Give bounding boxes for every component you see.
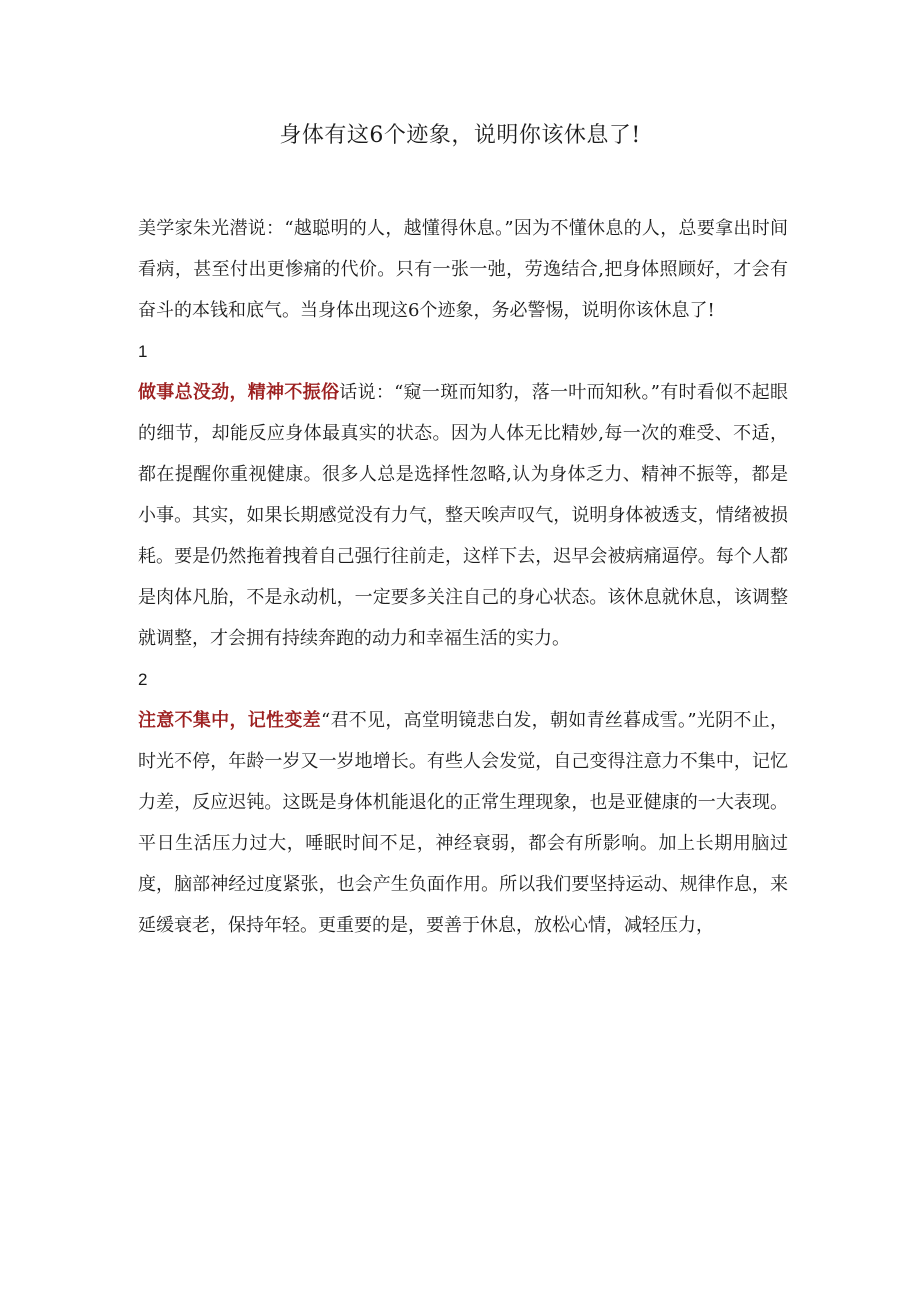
section-text: “君不见，高堂明镜悲白发，朝如青丝暮成雪。”光阴不止，时光不停，年龄一岁又一岁地增长。有些人会发觉，自己变得注意力不集中，记忆力差，反应迟钝。这既是身体机能退化的正常生理现象，也是亚健康的一大表现。平日生活压力过大，唾眠时间不足，神经衰弱，都会有所影响。加上长期用脑过度，脑部神经过度紧张，也会产生负面作用。所以我们要坚持运动、规律作息，来延缓衰老，保持年轻。更重要的是，要善于休息，放松心情，减轻压力，	[138, 710, 789, 936]
section-paragraph	[138, 700, 788, 946]
section-text: 话说：“窥一斑而知豹，落一叶而知秋。”有时看似不起眼的细节，却能反应身体最真实的状态。因为人体无比精妙,每一次的难受、不适，都在提醒你重视健康。很多人总是选择性忽略,认为身体乏力、精神不振等，都是小事。其实，如果长期感觉没有力气，整天唉声叹气，说明身体被透支，情绪被损耗。要是仍然拖着拽着自己强行往前走，这样下去，迟早会被病痛逼停。每个人都是肉体凡胎，不是永动机，一定要多关注自己的身心状态。该休息就休息，该调整就调整，才会拥有持续奔跑的动力和幸福生活的实力。	[138, 382, 789, 649]
section-heading: 注意不集中，记性变差	[138, 710, 321, 731]
article-title: 身体有这6个迹象，说明你该休息了!	[279, 123, 641, 148]
section-heading: 做事总没劲，精神不振俗	[138, 382, 340, 403]
section-number: 2	[138, 670, 148, 689]
section-paragraph	[138, 372, 788, 659]
section-number: 1	[138, 342, 148, 361]
intro-paragraph: 美学家朱光潜说：“越聪明的人，越懂得休息。”因为不懂休息的人，总要拿出时间看病，甚至付出更惨痛的代价。只有一张一弛，劳逸结合,把身体照顾好，才会有奋斗的本钱和底气。当身体出现这6个迹象，务必警惕，说明你该休息了!	[138, 218, 788, 321]
article-body	[138, 208, 788, 946]
